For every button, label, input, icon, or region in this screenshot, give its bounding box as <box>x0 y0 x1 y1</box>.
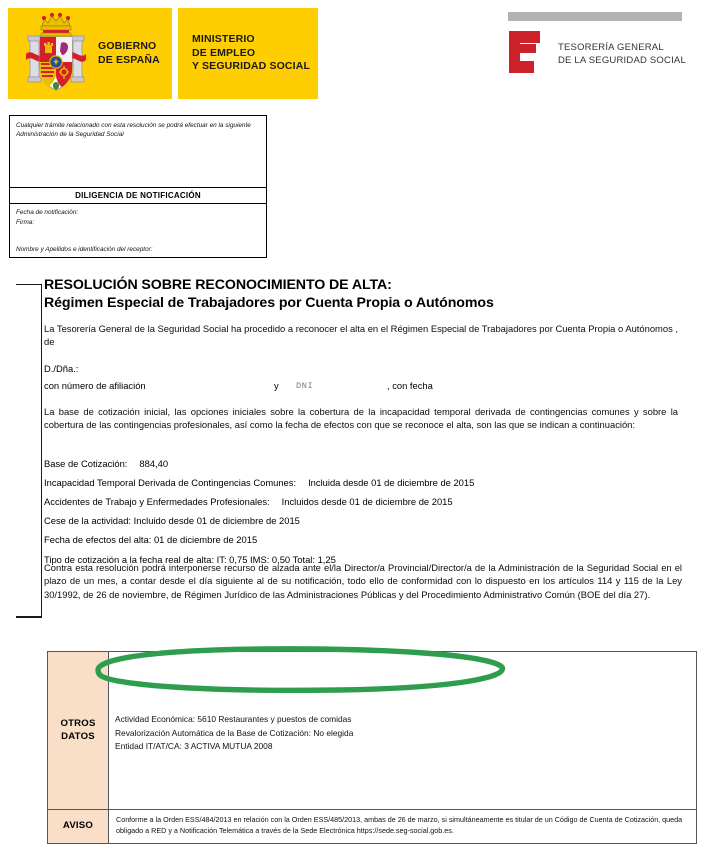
spain-coat-of-arms-icon <box>20 10 92 98</box>
gobierno-de-espana-logo <box>8 8 172 99</box>
notification-fecha-label: Fecha de notificación: <box>16 209 79 216</box>
intro-paragraph: La Tesorería General de la Seguridad Social ha procedido a reconocer el alta en el Régimen Especial de Trabajadores por Cuenta Propia o Autónomos , de <box>44 323 678 348</box>
ministerio-line3: Y SEGURIDAD SOCIAL <box>192 60 311 73</box>
bracket-tick-bottom <box>16 616 42 618</box>
aviso-label-cell: AVISO <box>48 810 109 844</box>
base-cotizacion-paragraph: La base de cotización inicial, las opciones iniciales sobre la cobertura de la incapacidad temporal derivada de contingencias comunes y sobre la cobertura de las contingencias profesionales, así como la fecha de efectos con que se reconoce el alta, son las que se indican a continuación: <box>44 406 678 431</box>
con-fecha-label: , con fecha <box>387 380 433 392</box>
tgss-line2: DE LA SEGURIDAD SOCIAL <box>558 54 686 66</box>
page-title <box>44 277 684 313</box>
tgss-line1: TESORERÍA GENERAL <box>558 42 664 53</box>
persona-name-label: D./Dña.: <box>44 363 79 374</box>
row-cese-actividad: Cese de la actividad: Incluido desde 01 de diciembre de 2015 <box>44 515 300 527</box>
afiliacion-conjunction: y <box>274 380 279 392</box>
afiliacion-label: con número de afiliación <box>44 380 146 392</box>
tgss-s-mark-icon <box>508 30 548 74</box>
tgss-label <box>558 42 686 67</box>
otros-datos-content-cell <box>109 652 697 810</box>
notification-firma-label: Firma: <box>16 218 35 226</box>
it-comunes-value: Incluida desde 01 de diciembre de 2015 <box>308 477 475 489</box>
gobierno-line1: GOBIERNO <box>98 40 157 53</box>
table-row-aviso <box>48 810 697 844</box>
aviso-content-cell <box>109 810 697 844</box>
notification-intro-text: Cualquier trámite relacionado con esta resolución se podrá efectuar en la siguiente Administración de la Seguridad Social <box>16 122 251 139</box>
ministerio-label <box>192 33 310 73</box>
bracket-tick-top <box>16 284 42 285</box>
dni-label: DNI <box>296 380 314 391</box>
otros-datos-label-cell <box>48 652 109 810</box>
otros-entidad: Entidad IT/AT/CA: 3 ACTIVA MUTUA 2008 <box>115 741 273 752</box>
title-line-1: RESOLUCIÓN SOBRE RECONOCIMIENTO DE ALTA: <box>44 277 392 293</box>
otros-revalorizacion: Revalorización Automática de la Base de Cotización: No elegida <box>115 727 354 738</box>
afiliacion-line <box>44 379 684 393</box>
row-fecha-efectos: Fecha de efectos del alta: 01 de diciembre de 2015 <box>44 534 258 546</box>
otros-actividad-economica: Actividad Económica: 5610 Restaurantes y puestos de comidas <box>115 714 352 725</box>
otros-datos-table <box>47 651 697 844</box>
bracket-vertical-line <box>41 284 42 618</box>
notification-title: DILIGENCIA DE NOTIFICACIÓN <box>75 191 201 200</box>
gobierno-label <box>98 40 160 67</box>
notification-fields-cell <box>10 204 266 255</box>
notification-admin-cell <box>10 116 266 188</box>
it-comunes-label: Incapacidad Temporal Derivada de Contingencias Comunes: <box>44 477 297 489</box>
row-it-comunes <box>44 476 684 490</box>
at-ep-value: Incluidos desde 01 de diciembre de 2015 <box>281 496 453 508</box>
title-line-2: Régimen Especial de Trabajadores por Cuenta Propia o Autónomos <box>44 294 494 311</box>
ministerio-line2: DE EMPLEO <box>192 46 256 59</box>
data-list <box>44 457 684 572</box>
header-logos <box>0 0 705 105</box>
row-tipo-cotizacion: Tipo de cotización a la fecha real de alta: IT: 0,75 IMS: 0,50 Total: 1,25 <box>44 553 336 565</box>
base-cotizacion-value: 884,40 <box>139 458 169 469</box>
notification-receptor-label: Nombre y Apellidos e identificación del receptor: <box>16 246 153 254</box>
aviso-text: Conforme a la Orden ESS/484/2013 en relación con la Orden ESS/485/2013, ambas de 26 de marzo, si simultáneamente es titular de un Código de Cuenta de Cotización, queda obligado a RED y a Notificación Telemática a través de la Sede Electrónica https://sede.seg-social.gob.es. <box>116 815 683 835</box>
row-base-cotizacion <box>44 457 684 471</box>
base-cotizacion-label: Base de Cotización: <box>44 458 128 469</box>
ministerio-logo <box>178 8 318 99</box>
row-at-ep <box>44 495 684 509</box>
tgss-gray-bar <box>508 12 682 21</box>
table-row-otros-datos <box>48 652 697 810</box>
otros-datos-label-line1: OTROS <box>60 718 96 730</box>
at-ep-label: Accidentes de Trabajo y Enfermedades Profesionales: <box>44 496 270 508</box>
notification-box <box>9 115 267 258</box>
gobierno-line2: DE ESPAÑA <box>98 53 160 66</box>
ministerio-line1: MINISTERIO <box>192 33 255 46</box>
recurso-paragraph: Contra esta resolución podrá interponerse recurso de alzada ante el/la Director/a Provincial/Director/a de la Administración de la Seguridad Social en el plazo de un mes, a contar desde el día siguiente al de su notificación, todo ello de conformidad con lo dispuesto en los artículos 114 y 115 de la Ley 30/1992, de 26 de noviembre, de Régimen Jurídico de las Administraciones Públicas y del Procedimiento Administrativo Común (BOE del día 27). <box>44 562 682 600</box>
notification-title-cell <box>10 188 266 204</box>
otros-datos-label-line2: DATOS <box>61 730 95 742</box>
persona-block <box>44 362 684 393</box>
tesoreria-general-logo <box>508 12 694 84</box>
